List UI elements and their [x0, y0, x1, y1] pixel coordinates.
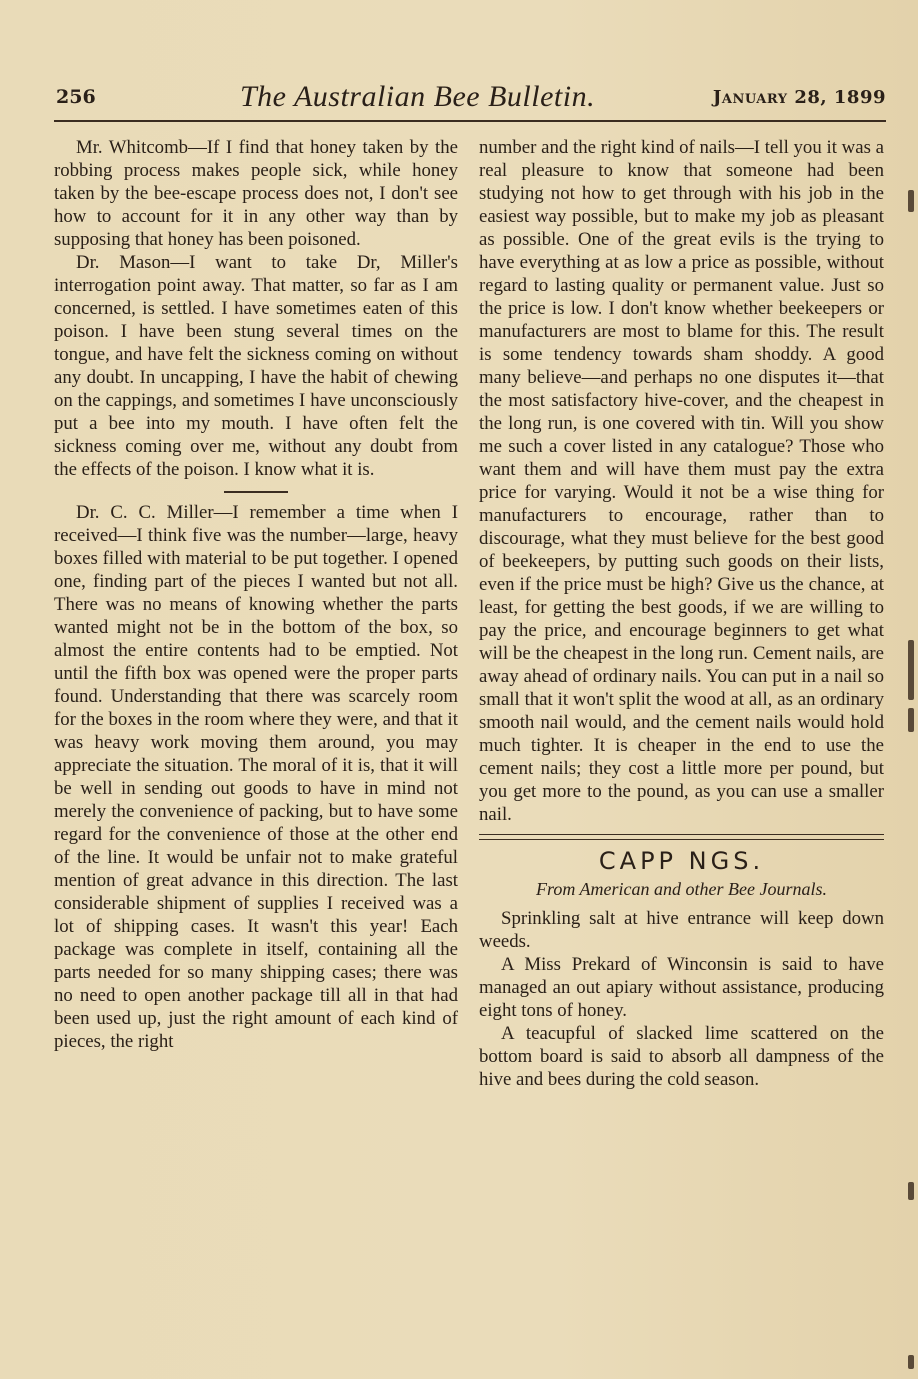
list-item: A teacupful of slacked lime scattered on the bottom board is said to absorb all dampness of the hive and bees during the cold season. — [479, 1023, 884, 1090]
list-item: A Miss Prekard of Winconsin is said to have managed an out apiary without assistance, producing eight tons of honey. — [479, 954, 884, 1021]
right-column — [479, 136, 884, 1091]
page-number: 256 — [56, 86, 96, 108]
section-title: CAPP NGS. — [598, 847, 765, 875]
issue-date: January 28, 1899 — [712, 87, 886, 108]
page-header — [54, 80, 886, 118]
section-divider — [224, 491, 288, 493]
section-subtitle: From American and other Bee Journals. — [536, 879, 827, 899]
paragraph-mason: Dr. Mason—I want to take Dr, Miller's interrogation point away. That matter, so far as I am concerned, is settled. I have sometimes eaten of this poison. I have been stung several times on the tongue, and have felt the sickness coming on without any doubt. In uncapping, I have the habit of chewing on the cappings, and sometimes I have unconsciously put a bee into my mouth. I have often felt the sickness coming over me, without any doubt from the effects of the poison. I know what it is. — [54, 252, 458, 480]
paragraph-continued: number and the right kind of nails—I tell you it was a real pleasure to know that someone had been studying not how to get through with his job in the easiest way possible, but to make my job as pleasant as possible. One of the great evils is the trying to have everything at as low a price as possible, without regard to lasting quality or permanent value. Just so the price is low. I don't know whether beekeepers or manufacturers are most to blame for this. The result is some tendency towards sham shoddy. A good many believe—and perhaps no one disputes it—that the most satisfactory hive-cover, and the cheapest in the long run, is one covered with tin. Will you show me such a cover listed in any catalogue? Those who want them and will have them must pay the extra price for varying. Would it not be a wise thing for manufacturers to encourage, rather than to discourage, what they must believe for the best good of beekeepers, by putting such goods on their lists, even if the price must be high? Give us the chance, at least, for getting the best goods, if we are willing to pay the price, and encourage beginners to get what will be the cheapest in the long run. Cement nails, are away ahead of ordinary nails. You can put in a nail so small that it won't split the wood at all, as an ordinary smooth nail would, and the cement nails would hold much tighter. It is cheaper in the end to use the cement nails; they cost a little more per pound, but you get more to the pound, as you can use a smaller nail. — [479, 137, 884, 825]
section-double-rule — [479, 834, 884, 840]
left-column — [54, 136, 458, 1053]
paragraph-whitcomb: Mr. Whitcomb—If I find that honey taken by the robbing process makes people sick, while honey taken by the bee-escape process does not, I don't see how to account for it in any other way than by supposing that honey has been poisoned. — [54, 137, 458, 250]
edge-mark — [908, 708, 914, 732]
edge-mark — [908, 640, 914, 700]
paragraph-miller: Dr. C. C. Miller—I remember a time when I received—I think five was the number—large, heavy boxes filled with material to be put together. I opened one, finding part of the pieces I wanted but not all. There was no means of knowing whether the parts wanted might not be in the bottom of the box, so almost the entire contents had to be emptied. Not until the fifth box was opened were the proper parts found. Understanding that there was scarcely room for the boxes in the room where they were, and that it was heavy work moving them around, you may appreciate the situation. The moral of it is, that it will be well in sending out goods to have in mind not merely the convenience of packing, but to have some regard for the convenience of those at the other end of the line. It would be unfair not to make grateful mention of great advance in this direction. The last considerable shipment of supplies I received was a lot of shipping cases. It wasn't this year! Each package was complete in itself, containing all the parts needed for so many shipping cases; there was no need to open another package till all in that had been used up, just the right amount of each kind of pieces, the right — [54, 502, 458, 1052]
edge-mark — [908, 1182, 914, 1200]
list-item: Sprinkling salt at hive entrance will keep down weeds. — [479, 908, 884, 952]
journal-title: The Australian Bee Bulletin. — [240, 80, 596, 113]
edge-mark — [908, 1355, 914, 1369]
header-rule — [54, 120, 886, 122]
edge-mark — [908, 190, 914, 212]
